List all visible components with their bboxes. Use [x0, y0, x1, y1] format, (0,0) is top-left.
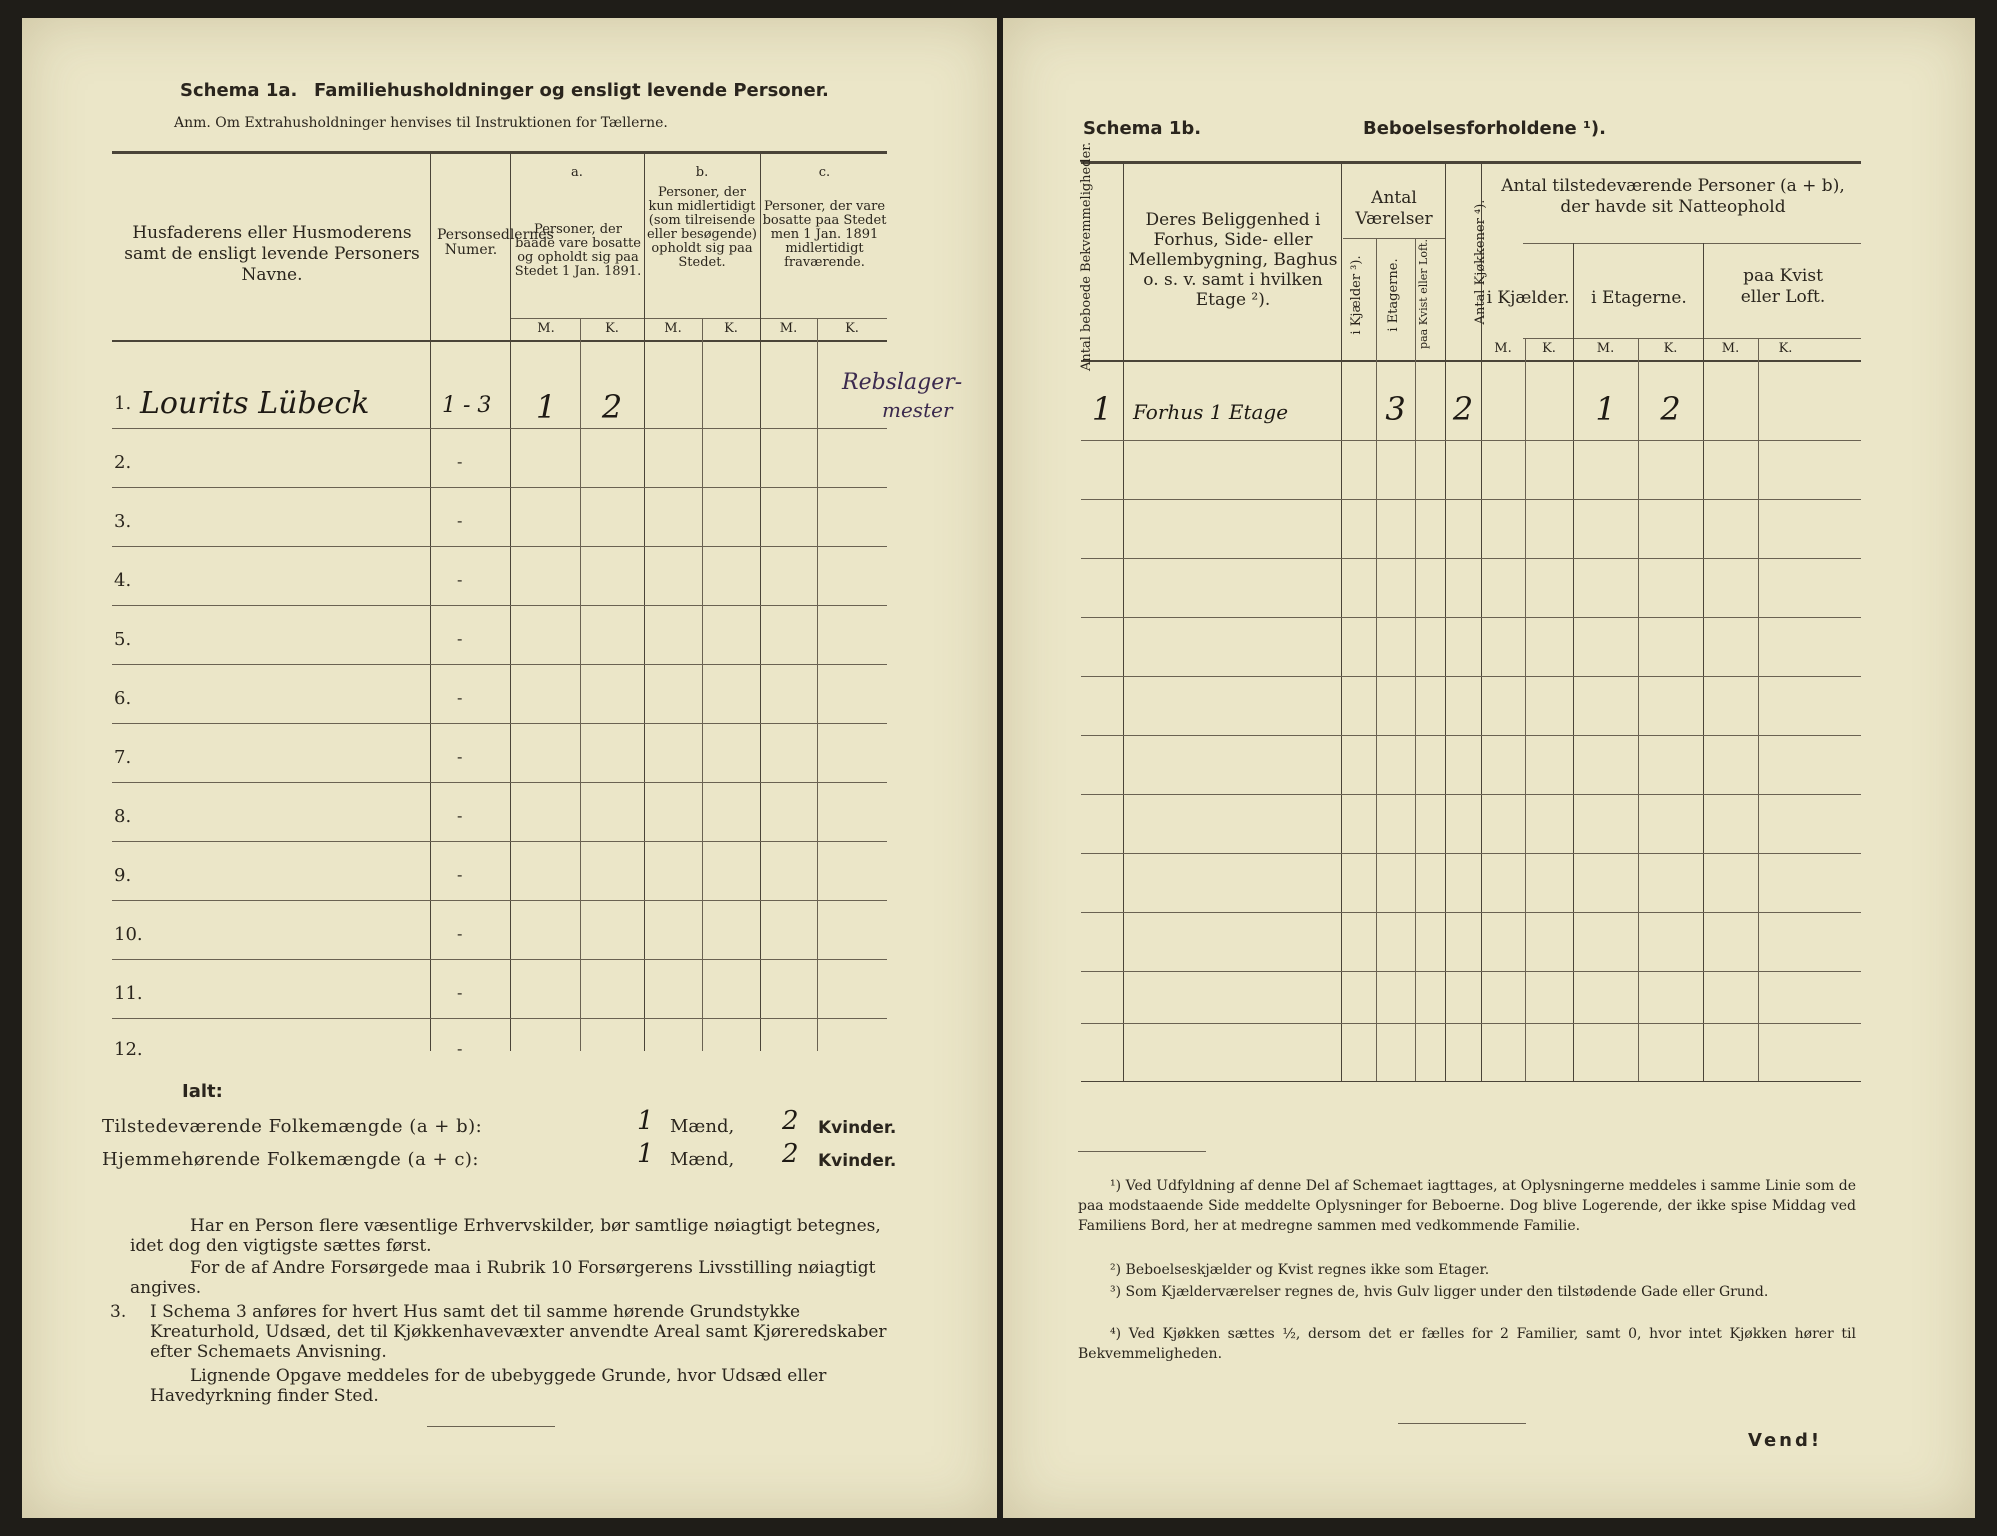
row-rule	[112, 664, 887, 665]
row1-beliggenhed: Forhus 1 Etage	[1133, 400, 1289, 424]
row-rule	[112, 605, 887, 606]
p-kv-k: K.	[1778, 341, 1793, 356]
row1-a-m: 1	[535, 388, 557, 426]
col-p-etagerne: i Etagerne.	[1591, 288, 1687, 308]
tilstede-kvinder: 2	[782, 1106, 799, 1136]
footnote-rule	[1078, 1151, 1206, 1152]
row-rule	[1081, 499, 1861, 500]
p-et-m: M.	[1596, 341, 1615, 356]
hjemme-kvinder: 2	[782, 1139, 799, 1169]
person-number-blank: -	[457, 688, 463, 707]
schema-1b-title: Beboelsesforholdene ¹).	[1363, 118, 1606, 139]
col-b-letter: b.	[695, 165, 709, 180]
person-number-blank: -	[457, 747, 463, 766]
header-bottom-rule	[112, 340, 887, 342]
person-number-blank: -	[457, 570, 463, 589]
p-kj-k: K.	[1542, 341, 1556, 356]
table-top-rule	[1081, 161, 1861, 164]
col-p-kjaelder: i Kjælder.	[1486, 288, 1570, 308]
row-number: 7.	[114, 747, 132, 768]
p-kv-m: M.	[1721, 341, 1740, 356]
row-number: 11.	[114, 983, 143, 1004]
row-rule	[1081, 912, 1861, 913]
person-number-blank: -	[457, 1039, 463, 1058]
row-rule	[112, 723, 887, 724]
row-rule	[1081, 794, 1861, 795]
row-number: 9.	[114, 865, 132, 886]
col-kvist-header: paa Kvist eller Loft.	[1417, 239, 1430, 349]
tilstede-maend: 1	[637, 1106, 654, 1136]
footnote-4: ⁴) Ved Kjøkken sættes ½, dersom det er fælles for 2 Familier, samt 0, hvor intet Kjøkken hører til Bekvemmeligheden.	[1078, 1326, 1856, 1362]
col-a-header: Personer, der baade vare bosatte og opholdt sig paa Stedet 1 Jan. 1891.	[514, 222, 642, 279]
row-rule	[112, 487, 887, 488]
table-top-rule	[112, 151, 887, 154]
row-rule	[1081, 676, 1861, 677]
col-divider	[1525, 338, 1526, 1081]
col-kjokkener-header: Antal Kjøkkener ⁴).	[1473, 199, 1488, 325]
col-c-header: Personer, der vare bosatte paa Stedet men 1 Jan. 1891 midlertidigt fraværende.	[762, 199, 887, 270]
col-p-kvist: paa Kvist eller Loft.	[1740, 266, 1826, 307]
schema-1a-label: Schema 1a.	[180, 80, 298, 101]
person-numbers: 1 - 3	[442, 393, 492, 418]
col-b-k-label: K.	[724, 321, 738, 336]
col-divider-a	[644, 151, 645, 1051]
row-number: 1.	[114, 393, 132, 414]
row-rule	[112, 428, 887, 429]
row-number: 5.	[114, 629, 132, 650]
person-number-blank: -	[457, 806, 463, 825]
row-rule	[112, 782, 887, 783]
table-bottom-rule	[1081, 1081, 1861, 1082]
col-divider	[1703, 243, 1704, 1081]
instruction-paragraph-4: Lignende Opgave meddeles for de ubebyggede Grunde, hvor Udsæd eller Havedyrkning finder Sted.	[150, 1366, 827, 1406]
row-number: 8.	[114, 806, 132, 827]
row-rule	[1081, 1023, 1861, 1024]
col-divider-num	[510, 151, 511, 1051]
row-rule	[1081, 558, 1861, 559]
anm-note: Anm. Om Extrahusholdninger henvises til Instruktionen for Tællerne.	[174, 115, 668, 131]
person-number-blank: -	[457, 629, 463, 648]
tilstede-maend-label: Mænd,	[670, 1116, 735, 1137]
col-divider	[1638, 338, 1639, 1081]
vend-label: Vend!	[1748, 1430, 1823, 1451]
row-rule	[1081, 853, 1861, 854]
col-beliggenhed-header: Deres Beliggenhed i Forhus, Side- eller Mellembygning, Baghus o. s. v. samt i hvilken Etage ²).	[1128, 210, 1338, 310]
occupation-note-2: mester	[882, 398, 953, 422]
header-bottom-rule	[1081, 360, 1861, 362]
schema-1a-title: Familiehusholdninger og ensligt levende Personer.	[314, 80, 829, 101]
row1-antal: 1	[1091, 390, 1113, 428]
footnote-2: ²) Beboelseskjælder og Kvist regnes ikke som Etager.	[1110, 1262, 1490, 1278]
col-personer-header: Antal tilstedeværende Personer (a + b), der havde sit Natteophold	[1501, 176, 1845, 217]
instruction-paragraph-2: For de af Andre Forsørgede maa i Rubrik 10 Forsørgerens Livsstilling nøiagtigt angives.	[130, 1258, 876, 1298]
instruction-paragraph-1: Har en Person flere væsentlige Erhvervskilder, bør samtlige nøiagtigt betegnes, idet dog den vigtigste sættes først.	[130, 1216, 881, 1256]
row-rule	[1081, 440, 1861, 441]
col-c-m-label: M.	[779, 321, 798, 336]
row-rule	[1081, 617, 1861, 618]
row-rule	[112, 841, 887, 842]
col-divider	[1758, 338, 1759, 1081]
end-rule	[1398, 1423, 1526, 1424]
col-divider	[1445, 161, 1446, 1081]
right-page	[1003, 18, 1975, 1518]
row1-a-k: 2	[601, 388, 623, 426]
row-number: 10.	[114, 924, 143, 945]
row1-kjokkener: 2	[1452, 390, 1474, 428]
col-c-letter: c.	[818, 165, 831, 180]
row-rule	[112, 1018, 887, 1019]
row-rule	[1081, 971, 1861, 972]
col-divider	[1123, 161, 1124, 1081]
p-kj-m: M.	[1494, 341, 1512, 356]
col-a-m-label: M.	[537, 321, 555, 336]
row-rule	[112, 900, 887, 901]
col-divider	[1376, 238, 1377, 1081]
col-a-letter: a.	[571, 165, 583, 180]
mk-rule	[510, 318, 887, 319]
footnote-3: ³) Som Kjælderværelser regnes de, hvis Gulv ligger under den tilstødende Gade eller Grund.	[1110, 1284, 1769, 1300]
person-number-blank: -	[457, 452, 463, 471]
hjemme-maend: 1	[637, 1139, 654, 1169]
household-name: Lourits Lübeck	[140, 386, 370, 421]
row-rule	[112, 546, 887, 547]
col-a-k-label: K.	[605, 321, 619, 336]
ialt-label: Ialt:	[182, 1081, 223, 1102]
col-num-header: Personsedlernes Numer.	[437, 227, 554, 258]
col-divider	[1341, 161, 1342, 1081]
col-antal-header: Antal beboede Bekvemmeligheder.	[1079, 141, 1094, 371]
row-number: 3.	[114, 511, 132, 532]
schema-1b-label: Schema 1b.	[1083, 118, 1202, 139]
col-divider	[1415, 238, 1416, 1081]
instruction-number-3: 3.	[110, 1302, 127, 1322]
col-b-m-label: M.	[664, 321, 682, 336]
footnote-1: ¹) Ved Udfyldning af denne Del af Schemaet iagttages, at Oplysningerne meddeles i samme Linie som de paa modstaaende Side meddelte Oplysninger for Beboerne. Dog blive Logerende, der ikke spise Middag ved Familiens Bord, her at medregne sammen med vedkommende Familie.	[1078, 1178, 1856, 1234]
occupation-note-1: Rebslager-	[842, 370, 963, 395]
row-number: 2.	[114, 452, 132, 473]
hjemme-kvinder-label: Kvinder.	[818, 1151, 897, 1171]
p-et-k: K.	[1663, 341, 1678, 356]
row-number: 12.	[114, 1039, 143, 1060]
col-divider-b	[760, 151, 761, 1051]
person-number-blank: -	[457, 865, 463, 884]
col-kjaelder-header: i Kjælder ³).	[1349, 255, 1364, 335]
person-number-blank: -	[457, 924, 463, 943]
col-etagerne-header: i Etagerne.	[1386, 258, 1401, 332]
col-vaerelser-header: Antal Værelser	[1355, 188, 1433, 229]
person-number-blank: -	[457, 983, 463, 1002]
hjemme-label: Hjemmehørende Folkemængde (a + c):	[102, 1149, 479, 1170]
col-divider-name	[430, 151, 431, 1051]
col-c-k-label: K.	[845, 321, 859, 336]
row1-p-et-k: 2	[1660, 390, 1681, 428]
instruction-paragraph-3: I Schema 3 anføres for hvert Hus samt det til samme hørende Grundstykke Kreaturhold, Udsæd, det til Kjøkkenhavevæxter anvendte Areal samt Kjøreredskaber efter Schemaets Anvisning.	[150, 1302, 887, 1362]
col-divider	[1573, 243, 1574, 1081]
row-rule	[1081, 735, 1861, 736]
col-b-header: Personer, der kun midlertidigt (som tilreisende eller besøgende) opholdt sig paa Stedet.	[646, 185, 758, 270]
tilstede-label: Tilstedeværende Folkemængde (a + b):	[102, 1116, 483, 1137]
left-page	[22, 18, 997, 1518]
row-number: 6.	[114, 688, 132, 709]
col-name-header: Husfaderens eller Husmoderens samt de ensligt levende Personers Navne.	[124, 223, 420, 285]
tilstede-kvinder-label: Kvinder.	[818, 1118, 897, 1138]
end-rule	[427, 1426, 555, 1427]
person-number-blank: -	[457, 511, 463, 530]
row1-etagerne: 3	[1385, 390, 1406, 428]
row-rule	[112, 959, 887, 960]
hjemme-maend-label: Mænd,	[670, 1149, 735, 1170]
row-number: 4.	[114, 570, 132, 591]
row1-p-et-m: 1	[1595, 390, 1616, 428]
